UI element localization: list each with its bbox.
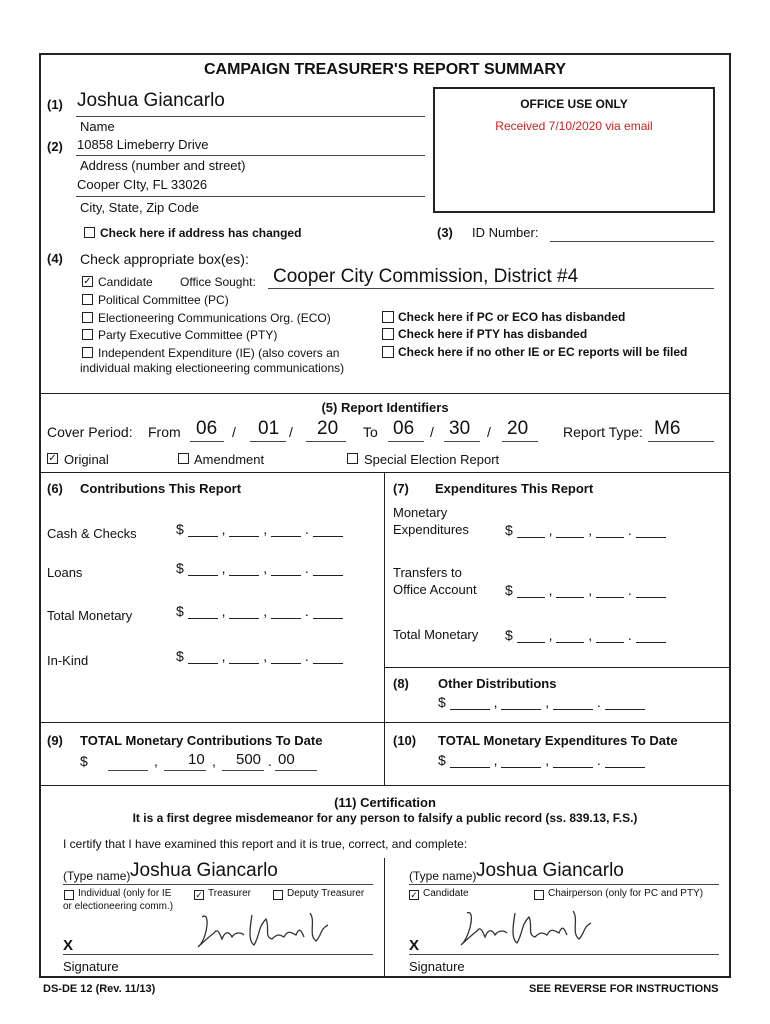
- signature-x-left: X: [63, 937, 74, 954]
- amendment-label: Amendment: [194, 452, 265, 467]
- name-value[interactable]: Joshua Giancarlo: [77, 90, 225, 111]
- pc-eco-disbanded-checkbox[interactable]: [382, 311, 394, 323]
- individual-checkbox[interactable]: [64, 890, 74, 900]
- address-changed-checkbox[interactable]: [84, 227, 95, 238]
- section-4-number: (4): [47, 251, 63, 266]
- office-sought-value[interactable]: Cooper City Commission, District #4: [273, 266, 579, 287]
- to-month-line: [388, 441, 424, 442]
- chairperson-label: Chairperson (only for PC and PTY): [548, 888, 704, 899]
- comma: ,: [588, 522, 593, 538]
- signature-label-left: Signature: [63, 959, 119, 974]
- expenditures-title: Expenditures This Report: [435, 481, 594, 496]
- amendment-checkbox[interactable]: [178, 453, 189, 464]
- original-label: Original: [64, 452, 109, 467]
- type-name-label-right: (Type name): [409, 869, 477, 883]
- street-label: Address (number and street): [80, 158, 246, 173]
- candidate-label: Candidate: [98, 275, 153, 289]
- pc-label: Political Committee (PC): [98, 293, 229, 307]
- special-election-checkbox[interactable]: [347, 453, 358, 464]
- thousands-value[interactable]: 10: [188, 751, 205, 768]
- pty-label: Party Executive Committee (PTY): [98, 328, 278, 342]
- decimal-point: .: [268, 753, 272, 769]
- total-contributions-dollar: $: [80, 753, 88, 769]
- hundreds-value[interactable]: 500: [236, 751, 262, 768]
- no-other-reports-checkbox[interactable]: [382, 346, 394, 358]
- total-monetary-amount[interactable]: [176, 603, 343, 619]
- candidate-sign-label: Candidate: [423, 888, 469, 899]
- type-name-label-left: (Type name): [63, 869, 131, 883]
- loans-label: Loans: [47, 565, 83, 580]
- total-monetary-exp-amount[interactable]: [505, 627, 666, 643]
- dollar-sign: $: [505, 582, 513, 598]
- transfers-amount[interactable]: [505, 582, 666, 598]
- decimal-point: .: [304, 560, 309, 576]
- cover-period-label: Cover Period:: [47, 424, 133, 440]
- comma: ,: [548, 627, 553, 643]
- report-type-label: Report Type:: [563, 424, 643, 440]
- street-value[interactable]: 10858 Limeberry Drive: [77, 137, 209, 152]
- total-contributions-title: TOTAL Monetary Contributions To Date: [80, 733, 323, 748]
- city-value[interactable]: Cooper CIty, FL 33026: [77, 177, 208, 192]
- name-label: Name: [80, 119, 115, 134]
- divider-section-6-7: [39, 472, 731, 473]
- comma: ,: [263, 521, 268, 537]
- treasurer-label: Treasurer: [208, 888, 251, 899]
- section-8-number: (8): [393, 676, 409, 691]
- divider-section-11: [39, 785, 731, 786]
- deputy-treasurer-label: Deputy Treasurer: [287, 888, 365, 899]
- thousands-line: [164, 770, 206, 771]
- signature-divider: [384, 858, 385, 978]
- comma-1: ,: [154, 753, 158, 769]
- to-label: To: [363, 424, 378, 440]
- candidate-sign-checkbox[interactable]: ✓: [410, 890, 418, 900]
- comma-2: ,: [212, 753, 216, 769]
- signature-image-left: [192, 905, 332, 953]
- pty-checkbox[interactable]: [82, 329, 93, 340]
- total-expenditures-amount[interactable]: [438, 752, 645, 768]
- hundreds-line: [222, 770, 264, 771]
- to-year[interactable]: 20: [507, 418, 529, 439]
- comma: ,: [263, 560, 268, 576]
- monetary-expenditures-amount[interactable]: [505, 522, 666, 538]
- dollar-sign: $: [176, 603, 184, 619]
- dollar-sign: $: [176, 521, 184, 537]
- eco-label: Electioneering Communications Org. (ECO): [98, 311, 331, 325]
- signature-x-right: X: [409, 937, 420, 954]
- original-checkbox[interactable]: ✓: [48, 453, 57, 464]
- signer-name-left[interactable]: Joshua Giancarlo: [130, 860, 278, 881]
- form-id: DS-DE 12 (Rev. 11/13): [43, 983, 156, 995]
- city-label: City, State, Zip Code: [80, 200, 199, 215]
- to-day[interactable]: 30: [449, 418, 471, 439]
- decimal-point: .: [304, 648, 309, 664]
- dollar-sign: $: [176, 648, 184, 664]
- from-year[interactable]: 20: [317, 418, 339, 439]
- id-number-field[interactable]: [550, 241, 714, 242]
- signature-line-left: [63, 954, 373, 955]
- eco-checkbox[interactable]: [82, 312, 93, 323]
- total-expenditures-title: TOTAL Monetary Expenditures To Date: [438, 733, 678, 748]
- office-use-label: OFFICE USE ONLY: [520, 97, 628, 111]
- comma: ,: [221, 603, 226, 619]
- section-1-number: (1): [47, 97, 63, 112]
- form-title: CAMPAIGN TREASURER'S REPORT SUMMARY: [203, 61, 567, 78]
- pc-checkbox[interactable]: [82, 294, 93, 305]
- total-monetary-exp-label: Total Monetary: [393, 627, 479, 642]
- pty-disbanded-checkbox[interactable]: [382, 328, 394, 340]
- millions-blank[interactable]: [108, 770, 148, 771]
- report-type-line: [648, 441, 714, 442]
- deputy-treasurer-checkbox[interactable]: [273, 890, 283, 900]
- monetary-label-1: Monetary: [393, 505, 448, 520]
- signer-name-right[interactable]: Joshua Giancarlo: [476, 860, 624, 881]
- address-changed-label: Check here if address has changed: [100, 226, 302, 240]
- comma: ,: [548, 582, 553, 598]
- comma: ,: [548, 522, 553, 538]
- signature-line-right: [409, 954, 719, 955]
- total-monetary-label: Total Monetary: [47, 608, 133, 623]
- transfers-label-2: Office Account: [393, 582, 477, 597]
- ie-label-cont: individual making electioneering communications): [80, 361, 345, 375]
- office-sought-label: Office Sought:: [180, 275, 256, 289]
- decimal-point: .: [627, 627, 632, 643]
- treasurer-checkbox[interactable]: ✓: [195, 890, 203, 900]
- ie-label: Independent Expenditure (IE) (also covers an: [98, 346, 340, 360]
- comma: ,: [545, 694, 550, 710]
- signer-name-left-line: [63, 884, 373, 885]
- to-slash-2: /: [487, 424, 491, 440]
- divider-section-8: [384, 667, 731, 668]
- comma: ,: [493, 752, 498, 768]
- to-year-line: [502, 441, 538, 442]
- comma: ,: [263, 603, 268, 619]
- from-label: From: [148, 424, 181, 440]
- from-day[interactable]: 01: [258, 418, 280, 439]
- signature-image-right: [455, 903, 595, 951]
- section-7-number: (7): [393, 481, 409, 496]
- dollar-sign: $: [505, 627, 513, 643]
- report-type-value[interactable]: M6: [654, 418, 681, 439]
- cents-value[interactable]: 00: [278, 751, 295, 768]
- other-distributions-amount[interactable]: [438, 694, 645, 710]
- to-month[interactable]: 06: [393, 418, 415, 439]
- contributions-title: Contributions This Report: [80, 481, 242, 496]
- certification-title: (11) Certification: [334, 795, 436, 810]
- comma: ,: [263, 648, 268, 664]
- divider-section-5: [39, 393, 731, 394]
- street-underline: [76, 155, 425, 156]
- dollar-sign: $: [176, 560, 184, 576]
- cash-checks-label: Cash & Checks: [47, 526, 137, 541]
- dollar-sign: $: [438, 694, 446, 710]
- to-slash-1: /: [430, 424, 434, 440]
- other-distributions-title: Other Distributions: [438, 676, 557, 691]
- ie-checkbox[interactable]: [82, 347, 93, 358]
- loans-amount[interactable]: [176, 560, 343, 576]
- certification-warning: It is a first degree misdemeanor for any person to falsify a public record (ss. 839.13, F.S.): [132, 811, 638, 825]
- from-slash-1: /: [232, 424, 236, 440]
- cents-line: [275, 770, 317, 771]
- decimal-point: .: [596, 694, 601, 710]
- section-2-number: (2): [47, 139, 63, 154]
- from-day-line: [250, 441, 286, 442]
- candidate-checkbox[interactable]: ✓: [83, 276, 92, 287]
- dollar-sign: $: [505, 522, 513, 538]
- no-other-reports-label: Check here if no other IE or EC reports will be filed: [398, 345, 688, 359]
- section-3-number: (3): [437, 225, 453, 240]
- comma: ,: [545, 752, 550, 768]
- dollar-sign: $: [438, 752, 446, 768]
- from-month-line: [190, 441, 224, 442]
- comma: ,: [493, 694, 498, 710]
- decimal-point: .: [304, 521, 309, 537]
- see-reverse: SEE REVERSE FOR INSTRUCTIONS: [529, 983, 719, 995]
- received-stamp: Received 7/10/2020 via email: [495, 119, 653, 133]
- comma: ,: [221, 560, 226, 576]
- signer-name-right-line: [409, 884, 719, 885]
- decimal-point: .: [627, 582, 632, 598]
- comma: ,: [588, 627, 593, 643]
- section-9-number: (9): [47, 733, 63, 748]
- decimal-point: .: [304, 603, 309, 619]
- from-slash-2: /: [289, 424, 293, 440]
- certification-statement: I certify that I have examined this report and it is true, correct, and complete:: [63, 837, 468, 851]
- monetary-label-2: Expenditures: [393, 522, 469, 537]
- cash-checks-amount[interactable]: [176, 521, 343, 537]
- pc-eco-disbanded-label: Check here if PC or ECO has disbanded: [398, 310, 626, 324]
- signature-label-right: Signature: [409, 959, 465, 974]
- decimal-point: .: [627, 522, 632, 538]
- comma: ,: [221, 521, 226, 537]
- decimal-point: .: [596, 752, 601, 768]
- special-election-label: Special Election Report: [364, 452, 500, 467]
- check-boxes-label: Check appropriate box(es):: [80, 251, 249, 267]
- comma: ,: [588, 582, 593, 598]
- pty-disbanded-label: Check here if PTY has disbanded: [398, 327, 588, 341]
- id-number-label: ID Number:: [472, 225, 539, 240]
- city-underline: [76, 196, 425, 197]
- in-kind-amount[interactable]: [176, 648, 343, 664]
- middle-divider: [384, 472, 385, 785]
- name-underline: [76, 116, 425, 117]
- office-sought-underline: [268, 288, 714, 289]
- report-identifiers-title: (5) Report Identifiers: [321, 400, 449, 415]
- individual-label-cont: or electioneering comm.): [63, 901, 174, 912]
- from-year-line: [306, 441, 346, 442]
- chairperson-checkbox[interactable]: [534, 890, 544, 900]
- from-month[interactable]: 06: [196, 418, 218, 439]
- section-6-number: (6): [47, 481, 63, 496]
- divider-section-9-10: [39, 722, 731, 723]
- transfers-label-1: Transfers to: [393, 565, 462, 580]
- individual-label: Individual (only for IE: [78, 888, 172, 899]
- in-kind-label: In-Kind: [47, 653, 89, 668]
- section-10-number: (10): [393, 733, 417, 748]
- comma: ,: [221, 648, 226, 664]
- to-day-line: [444, 441, 480, 442]
